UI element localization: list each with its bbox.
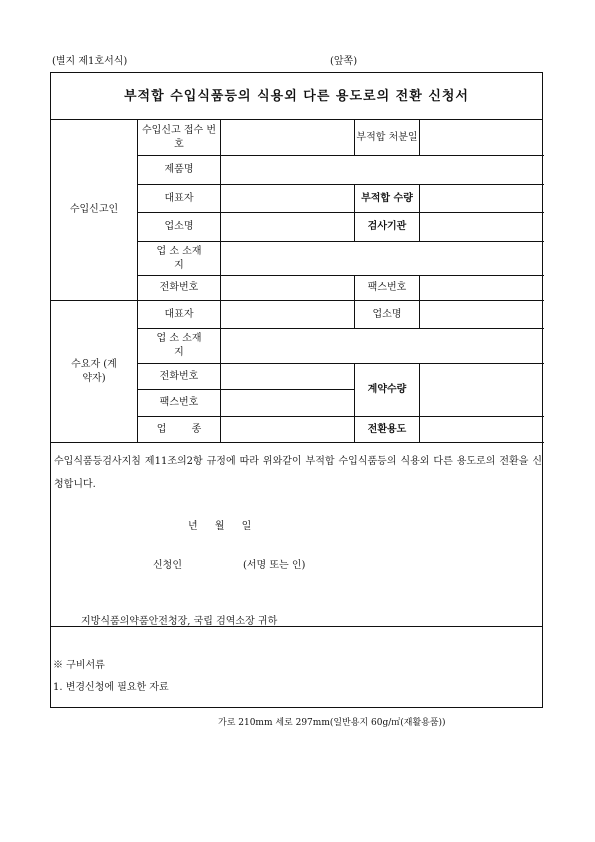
documents-item: 1. 변경신청에 필요한 자료	[53, 682, 169, 693]
buyer-business-field[interactable]	[420, 301, 544, 329]
buyer-section-label: 수요자 (계약자)	[51, 301, 138, 443]
applicant-rep-label: 대표자	[138, 185, 221, 213]
declaration-block	[51, 443, 542, 627]
buyer-rep-label: 대표자	[138, 301, 221, 329]
date-line[interactable]: 년 월 일	[188, 521, 252, 532]
inspection-agency-field[interactable]	[420, 213, 544, 242]
conversion-use-field[interactable]	[420, 417, 544, 443]
recipient-line: 지방식품의약품안전청장, 국립 검역소장 귀하	[81, 616, 278, 627]
nonconf-qty-label: 부적합 수량	[355, 185, 420, 213]
paper-spec: 가로 210mm 세로 297mm(일반용지 60g/㎡(재활용품))	[218, 718, 446, 728]
product-name-label: 제품명	[138, 156, 221, 185]
inspection-agency-label: 검사기관	[355, 213, 420, 242]
page-side: (앞쪽)	[330, 56, 358, 67]
buyer-phone-field[interactable]	[221, 364, 355, 390]
contract-qty-field[interactable]	[420, 364, 544, 417]
buyer-rep-field[interactable]	[221, 301, 355, 329]
applicant-rep-field[interactable]	[221, 185, 355, 213]
declaration-text: 수입식품등검사지침 제11조의2항 규정에 따라 위와같이 부적합 수입식품등의 식용외 다른 용도로의 전환을 신청합니다.	[54, 456, 542, 490]
form-title: 부적합 수입식품등의 식용외 다른 용도로의 전환 신청서	[51, 73, 542, 120]
form-number: (별지 제1호서식)	[52, 56, 128, 67]
required-documents	[53, 655, 169, 699]
industry-field[interactable]	[221, 417, 355, 443]
buyer-business-label: 업소명	[355, 301, 420, 329]
disposal-date-field[interactable]	[420, 120, 544, 156]
applicant-section-label: 수입신고인	[51, 120, 138, 301]
buyer-phone-label: 전화번호	[138, 364, 221, 390]
applicant-address-field[interactable]	[221, 242, 544, 276]
buyer-address-label: 업 소 소재지	[138, 329, 221, 364]
buyer-fax-label: 팩스번호	[138, 390, 221, 417]
buyer-address-field[interactable]	[221, 329, 544, 364]
disposal-date-label: 부적합 처분일	[355, 120, 420, 156]
applicant-phone-label: 전화번호	[138, 276, 221, 301]
applicant-label: 신청인	[153, 560, 182, 571]
buyer-fax-field[interactable]	[221, 390, 355, 417]
documents-heading: ※ 구비서류	[53, 660, 105, 671]
signature-field[interactable]: (서명 또는 인)	[243, 560, 306, 571]
receipt-no-label: 수입신고 접수 번호	[138, 120, 221, 156]
conversion-use-label: 전환용도	[355, 417, 420, 443]
industry-label: 업 종	[138, 417, 221, 443]
applicant-phone-field[interactable]	[221, 276, 355, 301]
receipt-no-field[interactable]	[221, 120, 355, 156]
applicant-business-label: 업소명	[138, 213, 221, 242]
applicant-fax-field[interactable]	[420, 276, 544, 301]
applicant-business-field[interactable]	[221, 213, 355, 242]
product-name-field[interactable]	[221, 156, 544, 185]
contract-qty-label: 계약수량	[355, 364, 420, 417]
nonconf-qty-field[interactable]	[420, 185, 544, 213]
applicant-address-label: 업 소 소재지	[138, 242, 221, 276]
application-form	[50, 72, 543, 708]
applicant-fax-label: 팩스번호	[355, 276, 420, 301]
